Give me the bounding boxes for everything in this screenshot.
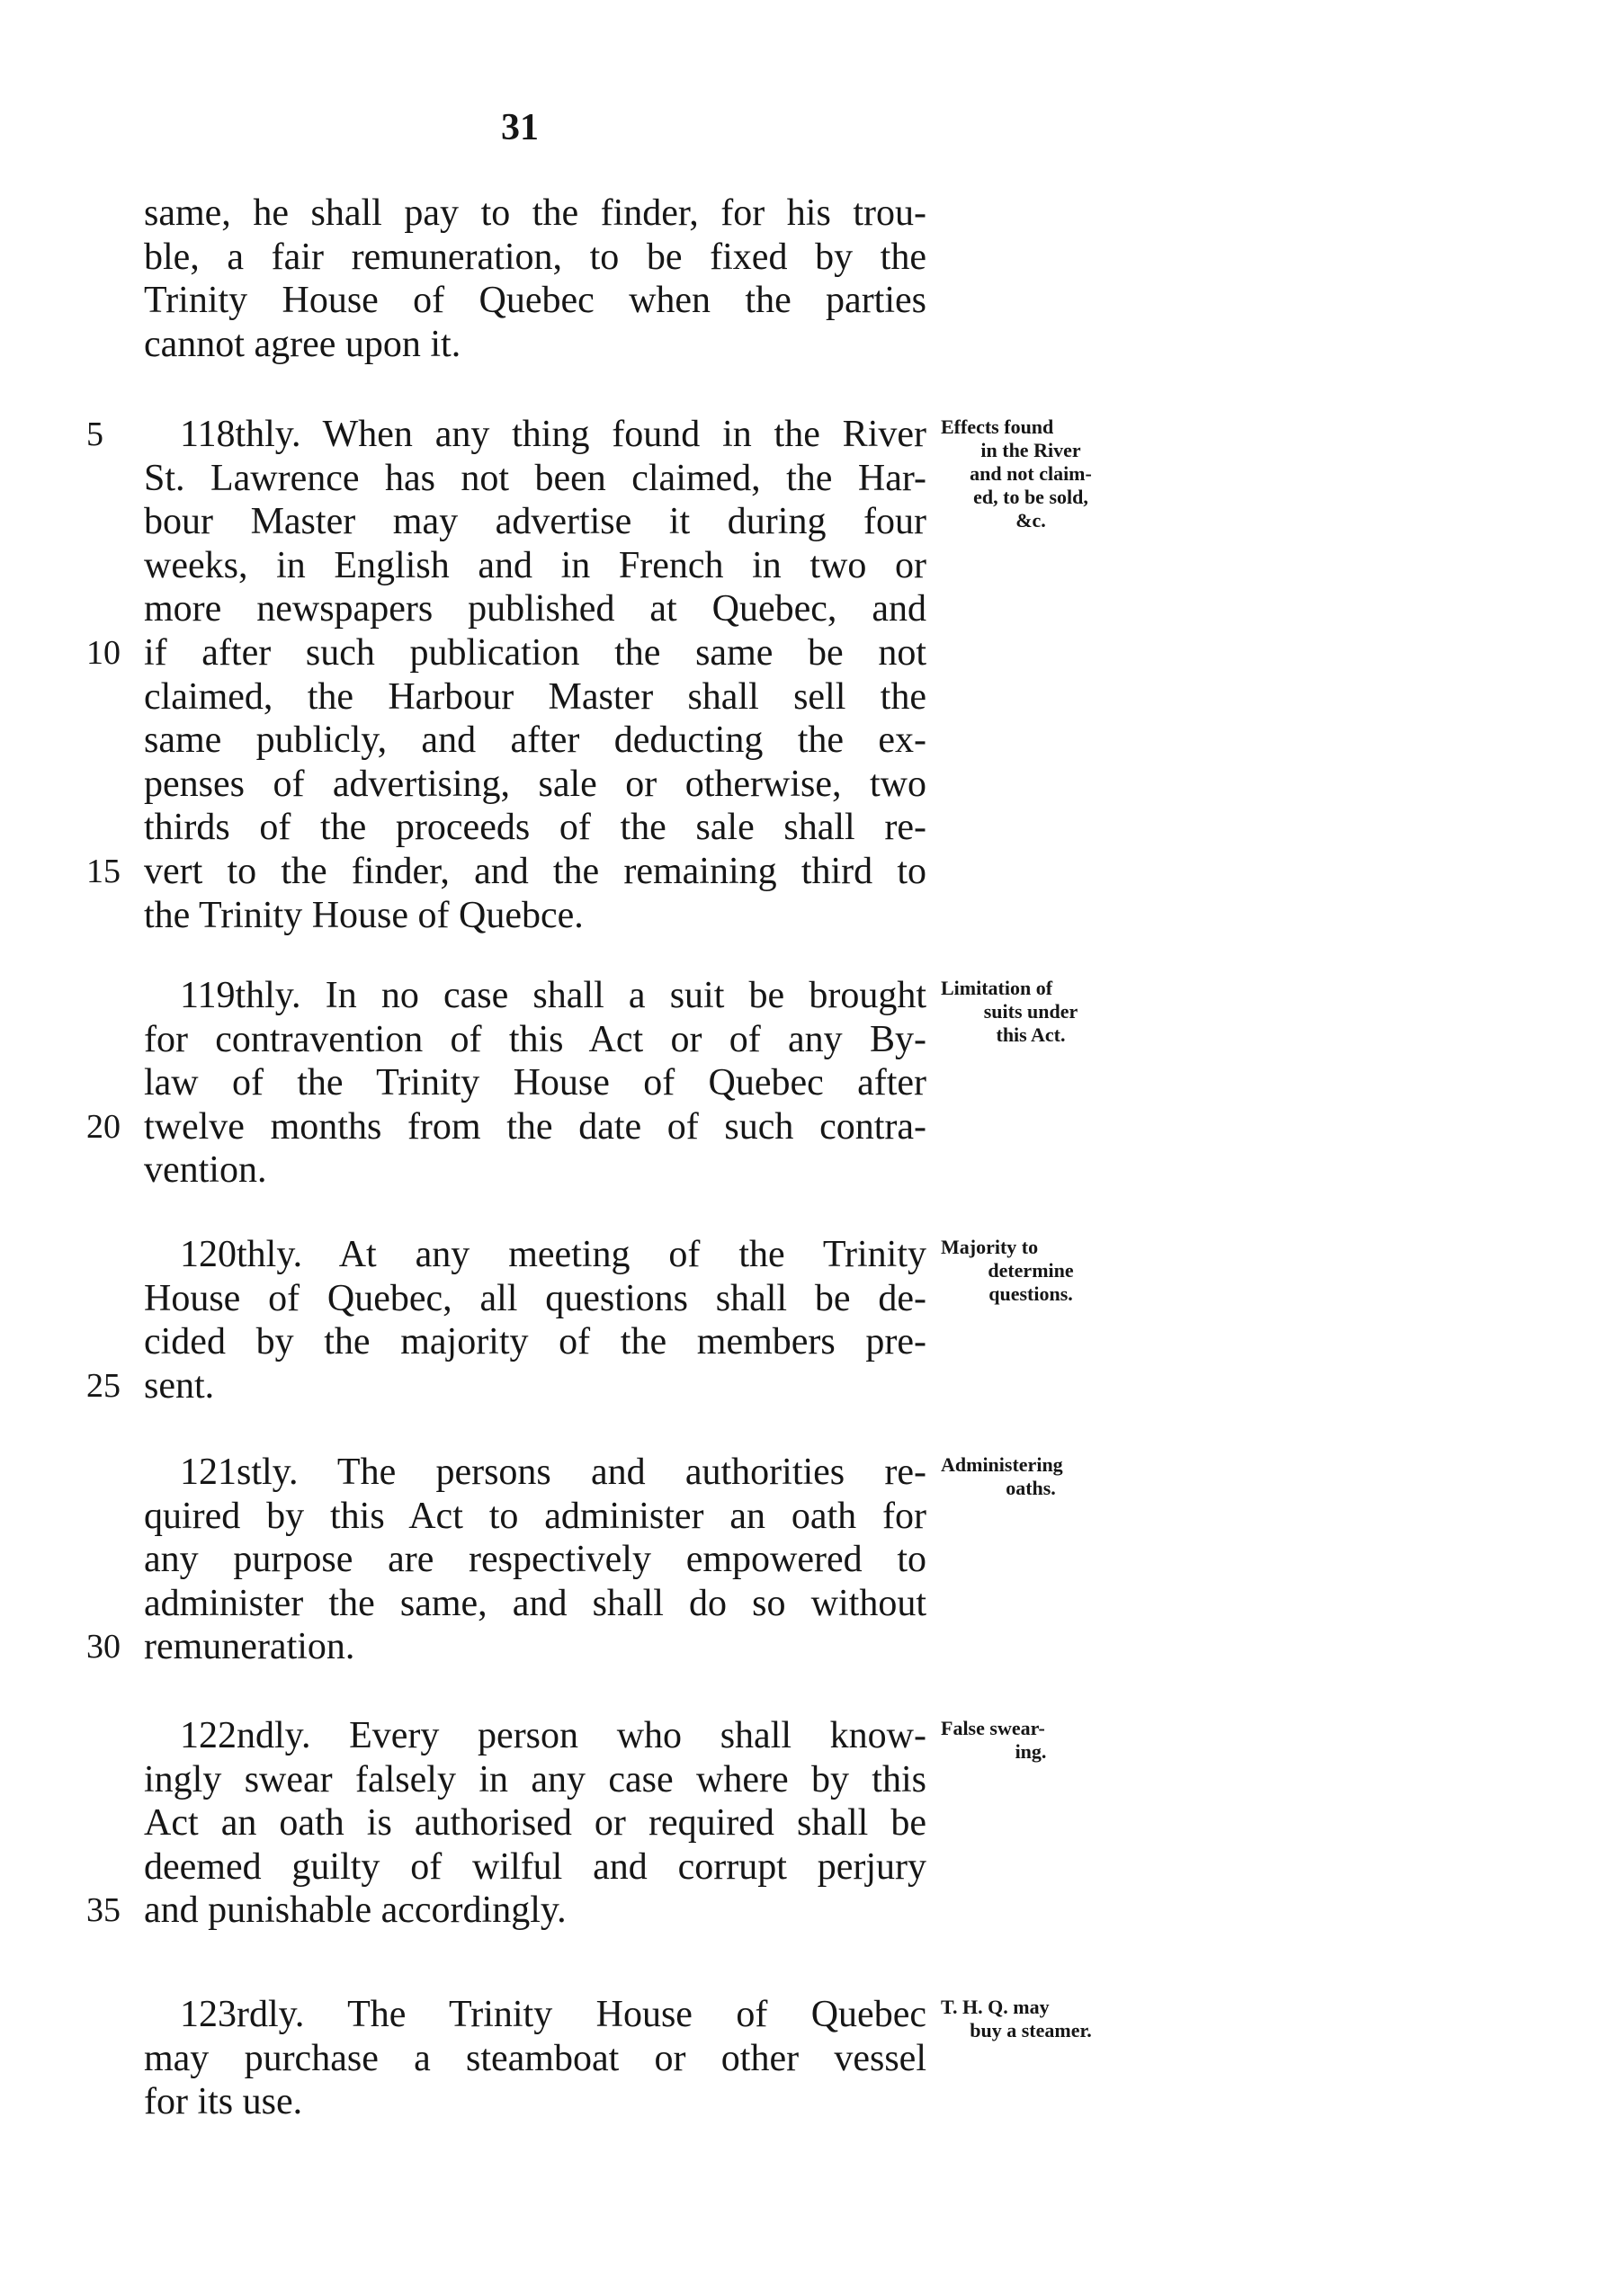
text-line: if after such publication the same be not bbox=[144, 632, 926, 674]
text-line: and punishable accordingly. bbox=[144, 1890, 567, 1932]
line-number: 15 bbox=[86, 853, 121, 890]
line-number: 5 bbox=[86, 415, 103, 453]
text-line: same publicly, and after deducting the ex- bbox=[144, 719, 926, 762]
text-line: may purchase a steamboat or other vessel bbox=[144, 2037, 926, 2079]
text-line: sent. bbox=[144, 1364, 215, 1407]
text-line: 119thly. In no case shall a suit be brought bbox=[180, 975, 926, 1016]
text-line: penses of advertising, sale or otherwise, two bbox=[144, 763, 926, 805]
text-line: twelve months from the date of such contra- bbox=[144, 1105, 926, 1148]
margin-note-line: ed, to be sold, bbox=[973, 486, 1088, 508]
margin-note bbox=[941, 977, 1121, 1047]
margin-note-line: suits under bbox=[983, 1000, 1078, 1023]
text-line: House of Quebec, all questions shall be de- bbox=[144, 1277, 926, 1319]
margin-note-line: this Act. bbox=[996, 1023, 1066, 1046]
margin-note-line: &c. bbox=[1015, 509, 1046, 532]
text-line: 120thly. At any meeting of the Trinity bbox=[180, 1234, 926, 1275]
text-line: 123rdly. The Trinity House of Quebec bbox=[180, 1994, 926, 2035]
margin-note bbox=[941, 1996, 1121, 2042]
line-number: 10 bbox=[86, 634, 121, 672]
text-line: 121stly. The persons and authorities re- bbox=[180, 1452, 926, 1493]
line-number: 20 bbox=[86, 1107, 121, 1146]
margin-note-line: False swear- bbox=[941, 1717, 1045, 1739]
margin-note bbox=[941, 1717, 1121, 1764]
text-line: any purpose are respectively empowered to bbox=[144, 1539, 926, 1581]
margin-note bbox=[941, 1236, 1121, 1306]
text-line: the Trinity House of Quebce. bbox=[144, 894, 584, 936]
text-line: weeks, in English and in French in two or bbox=[144, 544, 926, 586]
margin-note-line: ing. bbox=[1015, 1740, 1047, 1763]
text-line: St. Lawrence has not been claimed, the Har- bbox=[144, 457, 926, 499]
page-number: 31 bbox=[501, 107, 539, 148]
text-line: cided by the majority of the members pre- bbox=[144, 1321, 926, 1363]
margin-note-line: and not claim- bbox=[970, 462, 1092, 485]
text-line: deemed guilty of wilful and corrupt perjury bbox=[144, 1845, 926, 1888]
margin-note-line: Majority to bbox=[941, 1236, 1039, 1258]
text-line: vert to the finder, and the remaining third to bbox=[144, 851, 926, 892]
text-line: cannot agree upon it. bbox=[144, 323, 461, 365]
margin-note-line: buy a steamer. bbox=[970, 2019, 1092, 2041]
line-number: 30 bbox=[86, 1628, 121, 1666]
margin-note-line: determine bbox=[988, 1259, 1074, 1282]
text-line: ingly swear falsely in any case where by this bbox=[144, 1758, 926, 1800]
text-line: law of the Trinity House of Quebec after bbox=[144, 1062, 926, 1104]
margin-note-line: T. H. Q. may bbox=[941, 1996, 1050, 2018]
line-number: 25 bbox=[86, 1366, 121, 1405]
text-line: for its use. bbox=[144, 2081, 303, 2123]
margin-note bbox=[941, 415, 1121, 532]
text-line: 122ndly. Every person who shall know- bbox=[180, 1715, 926, 1756]
margin-note-line: questions. bbox=[988, 1282, 1073, 1305]
margin-note-line: in the River bbox=[980, 439, 1081, 461]
margin-note-line: Effects found bbox=[941, 415, 1054, 438]
text-line: claimed, the Harbour Master shall sell the bbox=[144, 675, 926, 718]
text-line: same, he shall pay to the finder, for his trou- bbox=[144, 192, 926, 234]
margin-note-line: Administering bbox=[941, 1453, 1063, 1476]
text-line: for contravention of this Act or of any By- bbox=[144, 1018, 926, 1060]
text-line: remuneration. bbox=[144, 1626, 355, 1668]
text-line: administer the same, and shall do so without bbox=[144, 1582, 926, 1624]
line-number: 35 bbox=[86, 1891, 121, 1930]
text-line: vention. bbox=[144, 1149, 267, 1192]
text-line: thirds of the proceeds of the sale shall re- bbox=[144, 807, 926, 849]
text-line: Act an oath is authorised or required shall be bbox=[144, 1802, 926, 1845]
margin-note bbox=[941, 1453, 1121, 1500]
text-line: 118thly. When any thing found in the River bbox=[180, 414, 926, 455]
text-line: more newspapers published at Quebec, and bbox=[144, 588, 926, 630]
margin-note-line: oaths. bbox=[1006, 1477, 1056, 1499]
text-line: quired by this Act to administer an oath for bbox=[144, 1495, 926, 1537]
text-line: ble, a fair remuneration, to be fixed by the bbox=[144, 236, 926, 278]
margin-note-line: Limitation of bbox=[941, 977, 1053, 999]
text-line: bour Master may advertise it during four bbox=[144, 501, 926, 543]
text-line: Trinity House of Quebec when the parties bbox=[144, 280, 926, 322]
